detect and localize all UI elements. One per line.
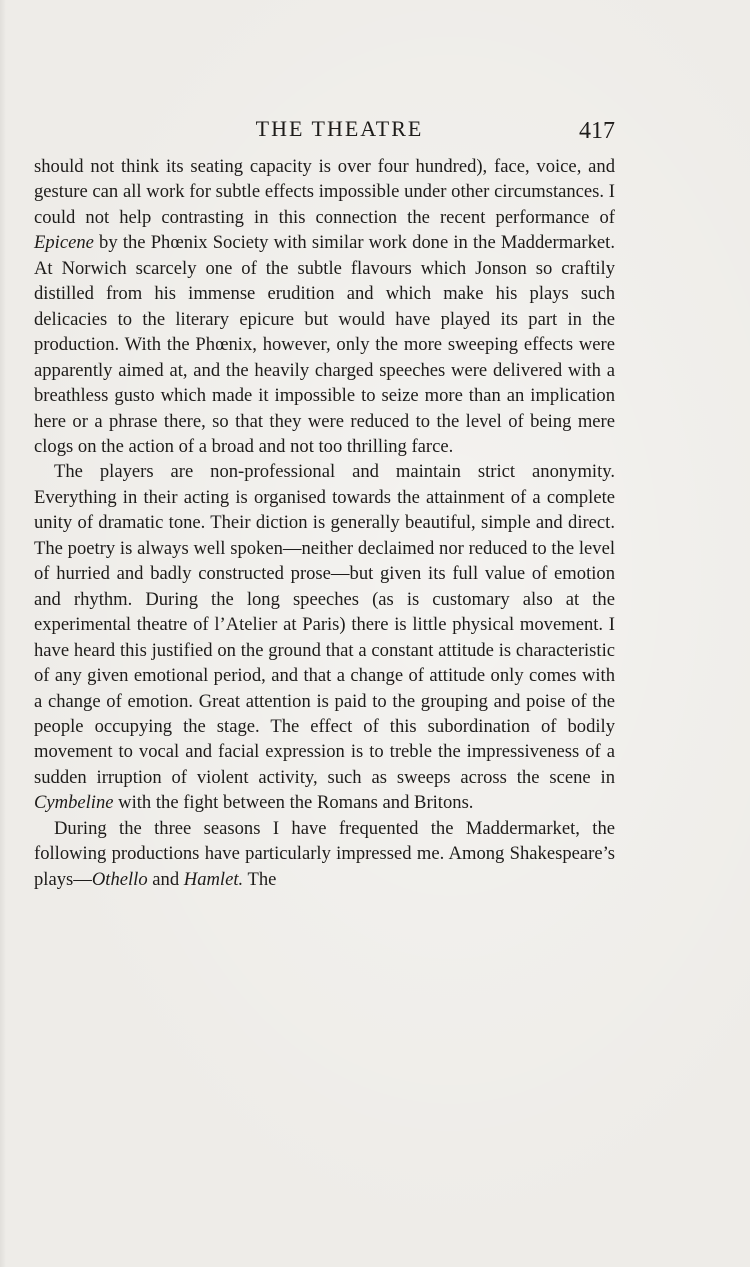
italic-title-cymbeline: Cymbeline (34, 792, 114, 814)
text-segment: and (147, 868, 184, 890)
running-head (34, 116, 615, 146)
text-segment: The players are non-professional and maintain strict anonymity. Everything in their acting is organised towards the attainment of a complete unity of dramatic tone. Their diction is generally beautiful, simple and direct. The poetry is always well spoken—neither declaimed nor reduced to the level of hurried and badly constructed prose—but given its full value of emotion and rhythm. During the long speeches (as is customary also at the experimental theatre of l’Atelier at Paris) there is little physical movement. I have heard this justified on the ground that a constant attitude is characteristic of any given emotional period, and that a change of attitude only comes with a change of emotion. Great attention is paid to the grouping and poise of the people occupying the stage. The effect of this subordination of bodily movement to vocal and facial expression is to treble the impressiveness of a sudden irruption of violent activity, such as sweeps across the scene in (34, 461, 615, 788)
paragraph-1 (34, 154, 615, 459)
text-segment: by the Phœnix Society with similar work done in the Maddermarket. At Norwich scarcely one of the subtle flavours which Jonson so craftily distilled from his immense erudition and which make his plays such delicacies to the literary epicure but would have played its part in the production. With the Phœnix, however, only the more sweeping effects were apparently aimed at, and the heavily charged speeches were delivered with a breathless gusto which made it impossible to seize more than an implication here or a phrase there, so that they were reduced to the level of being mere clogs on the action of a broad and not too thrilling farce. (34, 232, 615, 457)
italic-title-epicene: Epicene (34, 232, 94, 254)
text-segment: should not think its seating capacity is over four hundred), face, voice, and gesture can all work for subtle effects impossible under other circumstances. I could not help contrasting in this connection the recent performance of (34, 156, 615, 228)
text-segment: During the three seasons I have frequented the Maddermarket, the following productions have particularly impressed me. Among Shakespeare’s plays— (34, 817, 615, 890)
page-number: 417 (579, 118, 615, 144)
paragraph-2 (34, 459, 615, 815)
body-text (34, 154, 615, 892)
italic-title-othello: Othello (91, 868, 148, 890)
italic-title-hamlet: Hamlet. (183, 868, 244, 890)
running-title: THE THEATRE (255, 116, 424, 141)
text-segment: with the fight between the Romans and Britons. (113, 792, 474, 814)
text-segment: The (243, 868, 277, 890)
paragraph-3 (34, 816, 615, 892)
